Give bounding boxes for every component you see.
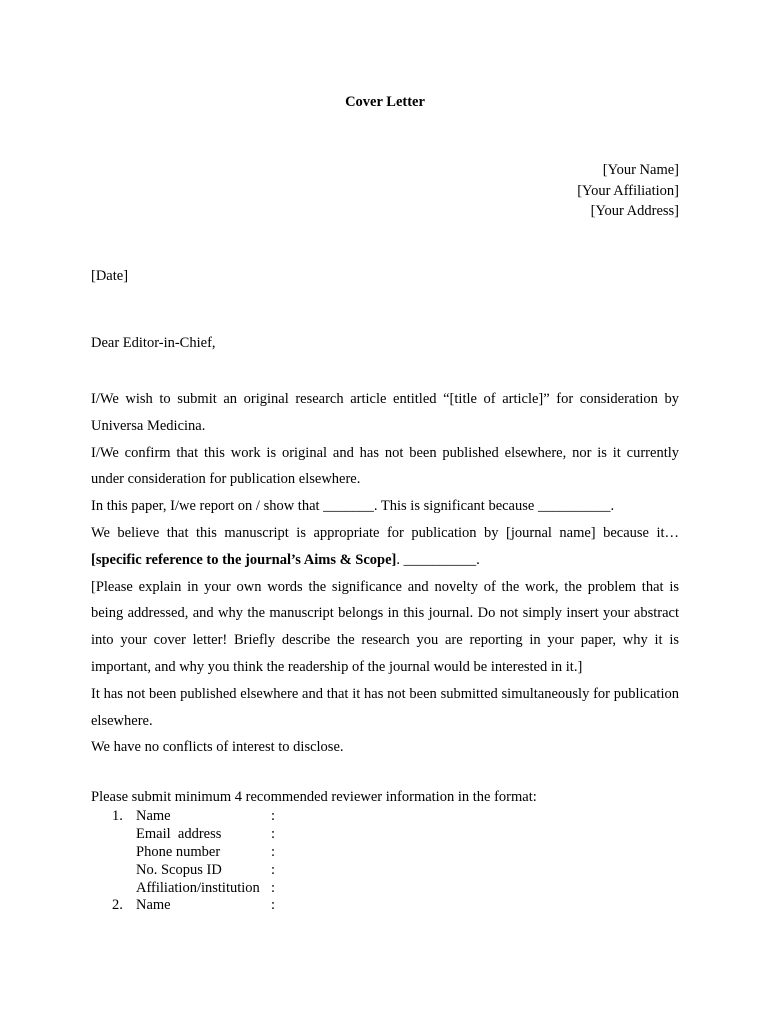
appropriateness-text: We believe that this manuscript is appropriate for publication by [journal name] because it…	[91, 524, 679, 541]
reviewer-field-colon: :	[271, 879, 276, 896]
reviewer-field-label: Phone number	[136, 843, 221, 860]
reviewer-row	[91, 880, 391, 898]
paragraph-submission: I/We wish to submit an original research article entitled “[title of article]” for consideration by Universa Medicina.	[91, 391, 679, 434]
reviewer-number: 2.	[112, 897, 123, 914]
paragraph-originality: I/We confirm that this work is original and has not been published elsewhere, nor is it currently under consideration for publication elsewhere.	[91, 444, 679, 488]
reviewer-row	[91, 826, 391, 844]
reviewer-field-label: No. Scopus ID	[136, 861, 222, 878]
reviewer-number: 1.	[112, 808, 123, 824]
reviewer-field-colon: :	[271, 825, 276, 842]
reviewer-field-colon: :	[271, 861, 276, 878]
sender-affiliation: [Your Affiliation]	[577, 182, 679, 199]
paragraph-not-published: It has not been published elsewhere and that it has not been submitted simultaneously for publication elsewhere.	[91, 685, 679, 729]
reviewer-field-label: Name	[136, 808, 171, 824]
paragraph-instructions: [Please explain in your own words the significance and novelty of the work, the problem that is being addressed, and why the manuscript belongs in this journal. Do not simply insert your abstract into your cover letter! Briefly describe the research you are reporting in your paper, why it is important, and why you think the readership of the journal would be interested in it.]	[91, 578, 679, 675]
reviewer-field-colon: :	[271, 808, 276, 824]
reviewer-list	[91, 808, 391, 915]
reviewer-field-label: Email address	[136, 825, 222, 842]
date-line: [Date]	[91, 268, 129, 284]
reviewer-row	[91, 808, 391, 826]
page-title: Cover Letter	[345, 94, 425, 110]
reviewer-row	[91, 844, 391, 862]
paragraph-conflicts: We have no conflicts of interest to disclose.	[91, 739, 344, 756]
paragraph-significance: In this paper, I/we report on / show that _______. This is significant because __________.	[91, 498, 615, 515]
letter-body	[91, 386, 679, 761]
sender-name: [Your Name]	[602, 162, 679, 178]
paragraph-appropriateness	[91, 520, 679, 574]
reviewer-field-label: Name	[136, 897, 171, 914]
reviewer-row	[91, 897, 391, 915]
reviewer-field-colon: :	[271, 843, 276, 860]
appropriateness-end: . __________.	[396, 551, 480, 568]
reviewer-field-label: Affiliation/institution	[136, 879, 260, 896]
reviewer-field-colon: :	[271, 897, 276, 914]
sender-block	[577, 160, 679, 222]
reviewer-intro: Please submit minimum 4 recommended reviewer information in the format:	[91, 789, 537, 805]
sender-address: [Your Address]	[590, 203, 679, 219]
aims-scope-reference: [specific reference to the journal’s Aims & Scope]	[91, 551, 397, 568]
reviewer-row	[91, 862, 391, 880]
salutation: Dear Editor-in-Chief,	[91, 335, 216, 351]
